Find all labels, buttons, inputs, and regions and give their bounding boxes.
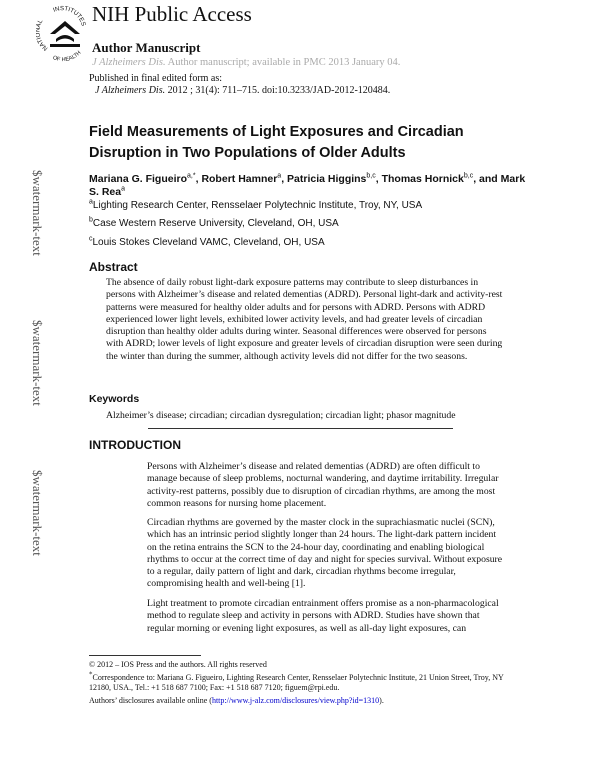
intro-paragraph: Circadian rhythms are governed by the master clock in the suprachiasmatic nuclei (SCN), which has an intrinsic period slightly longer than 24 hours. The light-dark pattern incident on the retina entrains the SCN to the 24-hour day, coordinating and enabling biological rhythms to occur at the correct time of day and night for species survival. Without exposure to a regular, daily pattern of light and dark, circadian rhythms become irregular, compromising health and well-being [1]. [147, 517, 503, 590]
author-manuscript-label: Author Manuscript [92, 40, 201, 55]
watermark-text: $watermark-text [30, 470, 45, 556]
abstract-body: The absence of daily robust light-dark exposure patterns may contribute to sleep disturbances in persons with Alzheimer’s disease and related dementias (ADRD). Personal light-dark and activity-rest patterns were measured for healthy older adults and for persons with ADRD. Persons with ADRD experienced lower light levels, exhibited lower activity levels, and had greater levels of circadian disruption than healthy older adults during winter. Seasonal differences were observed for persons with ADRD; lower levels of light exposure and greater levels of circadian disruption were seen during the winter than during the summer, although activity levels did not differ for the two seasons. [106, 277, 503, 362]
intro-paragraph: Light treatment to promote circadian entrainment offers promise as a non-pharmacological method to regulate sleep and activity in persons with ADRD. Studies have shown that regular morning or evening light exposures, as well as all-day light exposures, can [147, 598, 499, 634]
author-name: Robert Hamner [201, 173, 278, 185]
introduction-heading: INTRODUCTION [89, 438, 181, 452]
intro-paragraph: Persons with Alzheimer’s disease and related dementias (ADRD) are often difficult to manage because of sleep problems, nocturnal wandering, and daytime irritability. Irregular activity-rest patterns, possibly due to disruption of circadian rhythms, are among the most common reasons for nursing home placement. [147, 461, 499, 509]
affiliation: $^c$Louis Stokes Cleveland VAMC, Cleveland, OH, USA [89, 235, 325, 248]
logo-ring-text-left: NATI L [36, 18, 50, 52]
author-affiliation-marker: a,* [187, 172, 196, 180]
watermark-text: $watermark-text [30, 170, 45, 256]
affiliation: $^b$Case Western Reserve University, Cleveland, OH, USA [89, 216, 339, 229]
keywords-heading: Keywords [89, 393, 140, 405]
author-name: Patricia Higgins [287, 173, 367, 185]
journal-abbrev: J Alzheimers Dis. [92, 57, 166, 68]
citation-details: 2012 ; 31(4): 711–715. doi:10.3233/JAD-2012-120484. [167, 85, 391, 96]
watermark-text: $watermark-text [30, 320, 45, 406]
author-affiliation-marker: b,c [366, 172, 376, 180]
disclosures-link[interactable]: http://www.j-alz.com/disclosures/view.php?id=1310 [211, 696, 380, 705]
article-title: Field Measurements of Light Exposures and Circadian Disruption in Two Populations of Older Adults [89, 124, 464, 161]
author-affiliation-marker: a [121, 185, 126, 193]
abstract-heading: Abstract [89, 260, 138, 274]
logo-ring-text-right: INSTITUTE [52, 5, 86, 24]
author-list: Mariana G. Figueiro$^{a,*}$, Robert Hamner$^a$, Patricia Higgins$^{b,c}$, Thomas Hornick$^{b,c}$, and Mark S. Rea$^a$ [89, 172, 526, 198]
author-affiliation-marker: a [277, 172, 282, 180]
section-divider [148, 428, 453, 429]
availability-text: Author manuscript; available in PMC 2013 January 04. [167, 57, 401, 68]
author-affiliation-marker: b,c [463, 172, 474, 180]
copyright-notice: © 2012 – IOS Press and the authors. All rights reserved [89, 660, 267, 669]
publication-citation [95, 85, 390, 96]
author-name: Thomas Hornick [381, 173, 464, 185]
hhs-emblem-icon [50, 21, 80, 47]
availability-line [92, 57, 400, 68]
footnote-rule [89, 655, 201, 656]
logo-ring-text-bottom: OF HEALTH [51, 50, 83, 64]
keywords-list: Alzheimer’s disease; circadian; circadian dysregulation; circadian light; phasor magnitude [106, 410, 456, 421]
affiliation: $^a$Lighting Research Center, Rensselaer Polytechnic Institute, Troy, NY, USA [89, 198, 423, 211]
published-note: Published in final edited form as: [89, 73, 223, 84]
disclosures-footnote: Authors’ disclosures available online (http://www.j-alz.com/disclosures/view.php?id=1310). [89, 696, 384, 705]
nih-public-access-title: NIH Public Access [92, 2, 252, 26]
correspondence-footnote: *Correspondence to: Mariana G. Figueiro, Lighting Research Center, Rensselaer Polytechnic Institute, 21 Union Street, Troy, NY 12180, USA., Tel.: +1 518 687 7100; Fax: +1 518 687 7120; figuem@rpi.edu. [89, 670, 504, 692]
author-name: Mark S. Rea [89, 173, 526, 198]
author-name: Mariana G. Figueiro [89, 173, 188, 185]
nih-logo [36, 4, 86, 66]
citation-journal: J Alzheimers Dis. [95, 85, 166, 96]
